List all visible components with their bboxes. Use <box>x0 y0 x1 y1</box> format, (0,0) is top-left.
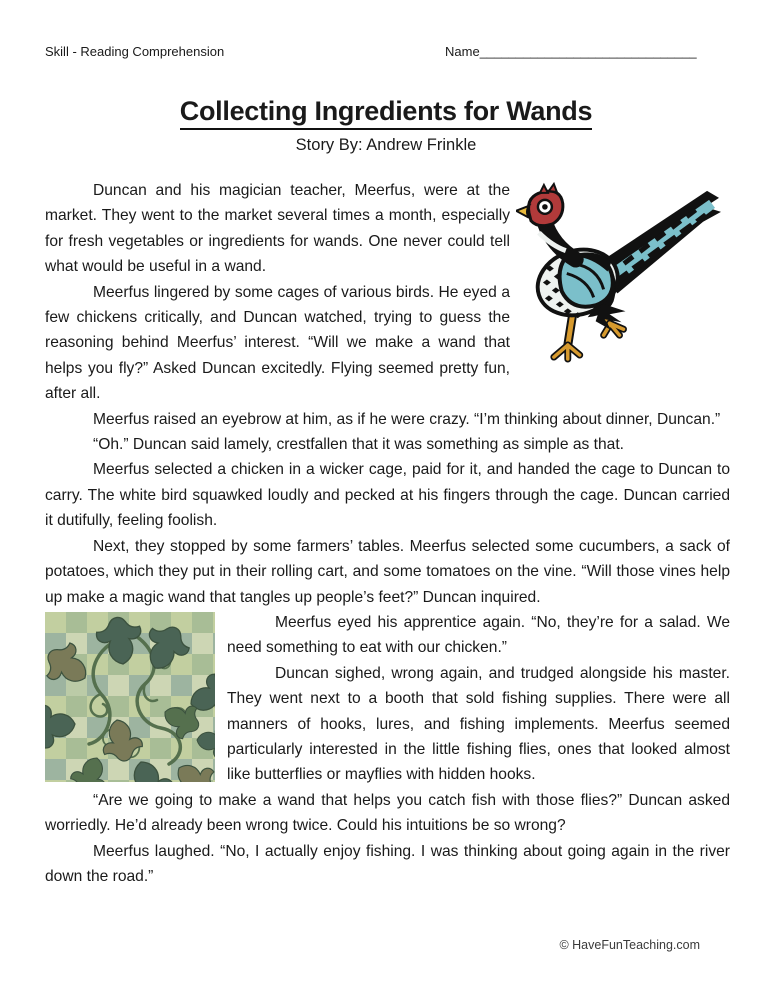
story-paragraph: Duncan sighed, wrong again, and trudged alongside his master. They went next to a booth that sold fishing supplies. There were all manners of hooks, lures, and fishing implements. Meerfus seemed particularly interested in the little fishing flies, ones that looked almost like butterflies or mayflies with hidden hooks. <box>227 664 730 784</box>
ivy-vine-illustration <box>45 612 215 782</box>
story-paragraph: “Oh.” Duncan said lamely, crestfallen that it was something as simple as that. <box>93 436 624 454</box>
name-blank-line: ______________________________ <box>479 44 697 59</box>
story-paragraph: Meerfus raised an eyebrow at him, as if he were crazy. “I’m thinking about dinner, Duncan.” <box>93 410 721 428</box>
name-label: Name <box>445 44 480 59</box>
story-paragraph: Duncan and his magician teacher, Meerfus, were at the market. They went to the market several times a month, especially for fresh vegetables or ingredients for wands. One never could tell what would be useful in a wand. <box>45 182 510 276</box>
title-block <box>0 96 772 155</box>
story-paragraph: Meerfus laughed. “No, I actually enjoy fishing. I was thinking about going again in the river down the road.” <box>45 842 730 885</box>
name-field <box>445 44 697 59</box>
story-text <box>45 178 730 889</box>
story-paragraph: Meerfus eyed his apprentice again. “No, they’re for a salad. We need something to eat with our chicken.” <box>227 613 730 657</box>
copyright-text: © HaveFunTeaching.com <box>559 938 700 952</box>
page-subtitle: Story By: Andrew Frinkle <box>295 136 477 154</box>
footer <box>559 938 700 952</box>
story-paragraph: Next, they stopped by some farmers’ tables. Meerfus selected some cucumbers, a sack of potatoes, which they put in their rolling cart, and some tomatoes on the vine. “Will those vines help up make a magic wand that tangles up people’s feet?” Duncan inquired. <box>45 537 730 606</box>
story-paragraph: Meerfus selected a chicken in a wicker cage, paid for it, and handed the cage to Duncan to carry. The white bird squawked loudly and pecked at his fingers through the cage. Duncan carried it dutifully, feeling foolish. <box>45 461 730 530</box>
skill-label: Skill - Reading Comprehension <box>45 44 225 59</box>
story-paragraph: Meerfus lingered by some cages of various birds. He eyed a few chickens critically, and Duncan watched, trying to guess the reasoning behind Meerfus’ interest. “Will we make a wand that helps you fly?” Asked Duncan excitedly. Flying seemed pretty fun, after all. <box>45 283 510 403</box>
story-paragraph: “Are we going to make a wand that helps you catch fish with those flies?” Duncan asked worriedly. He’d already been wrong twice. Could his intuitions be so wrong? <box>45 791 730 835</box>
header <box>45 44 727 64</box>
pheasant-illustration <box>516 178 730 370</box>
pheasant-image <box>516 178 730 370</box>
page-title: Collecting Ingredients for Wands <box>180 96 592 130</box>
ivy-vine-image <box>45 612 215 782</box>
